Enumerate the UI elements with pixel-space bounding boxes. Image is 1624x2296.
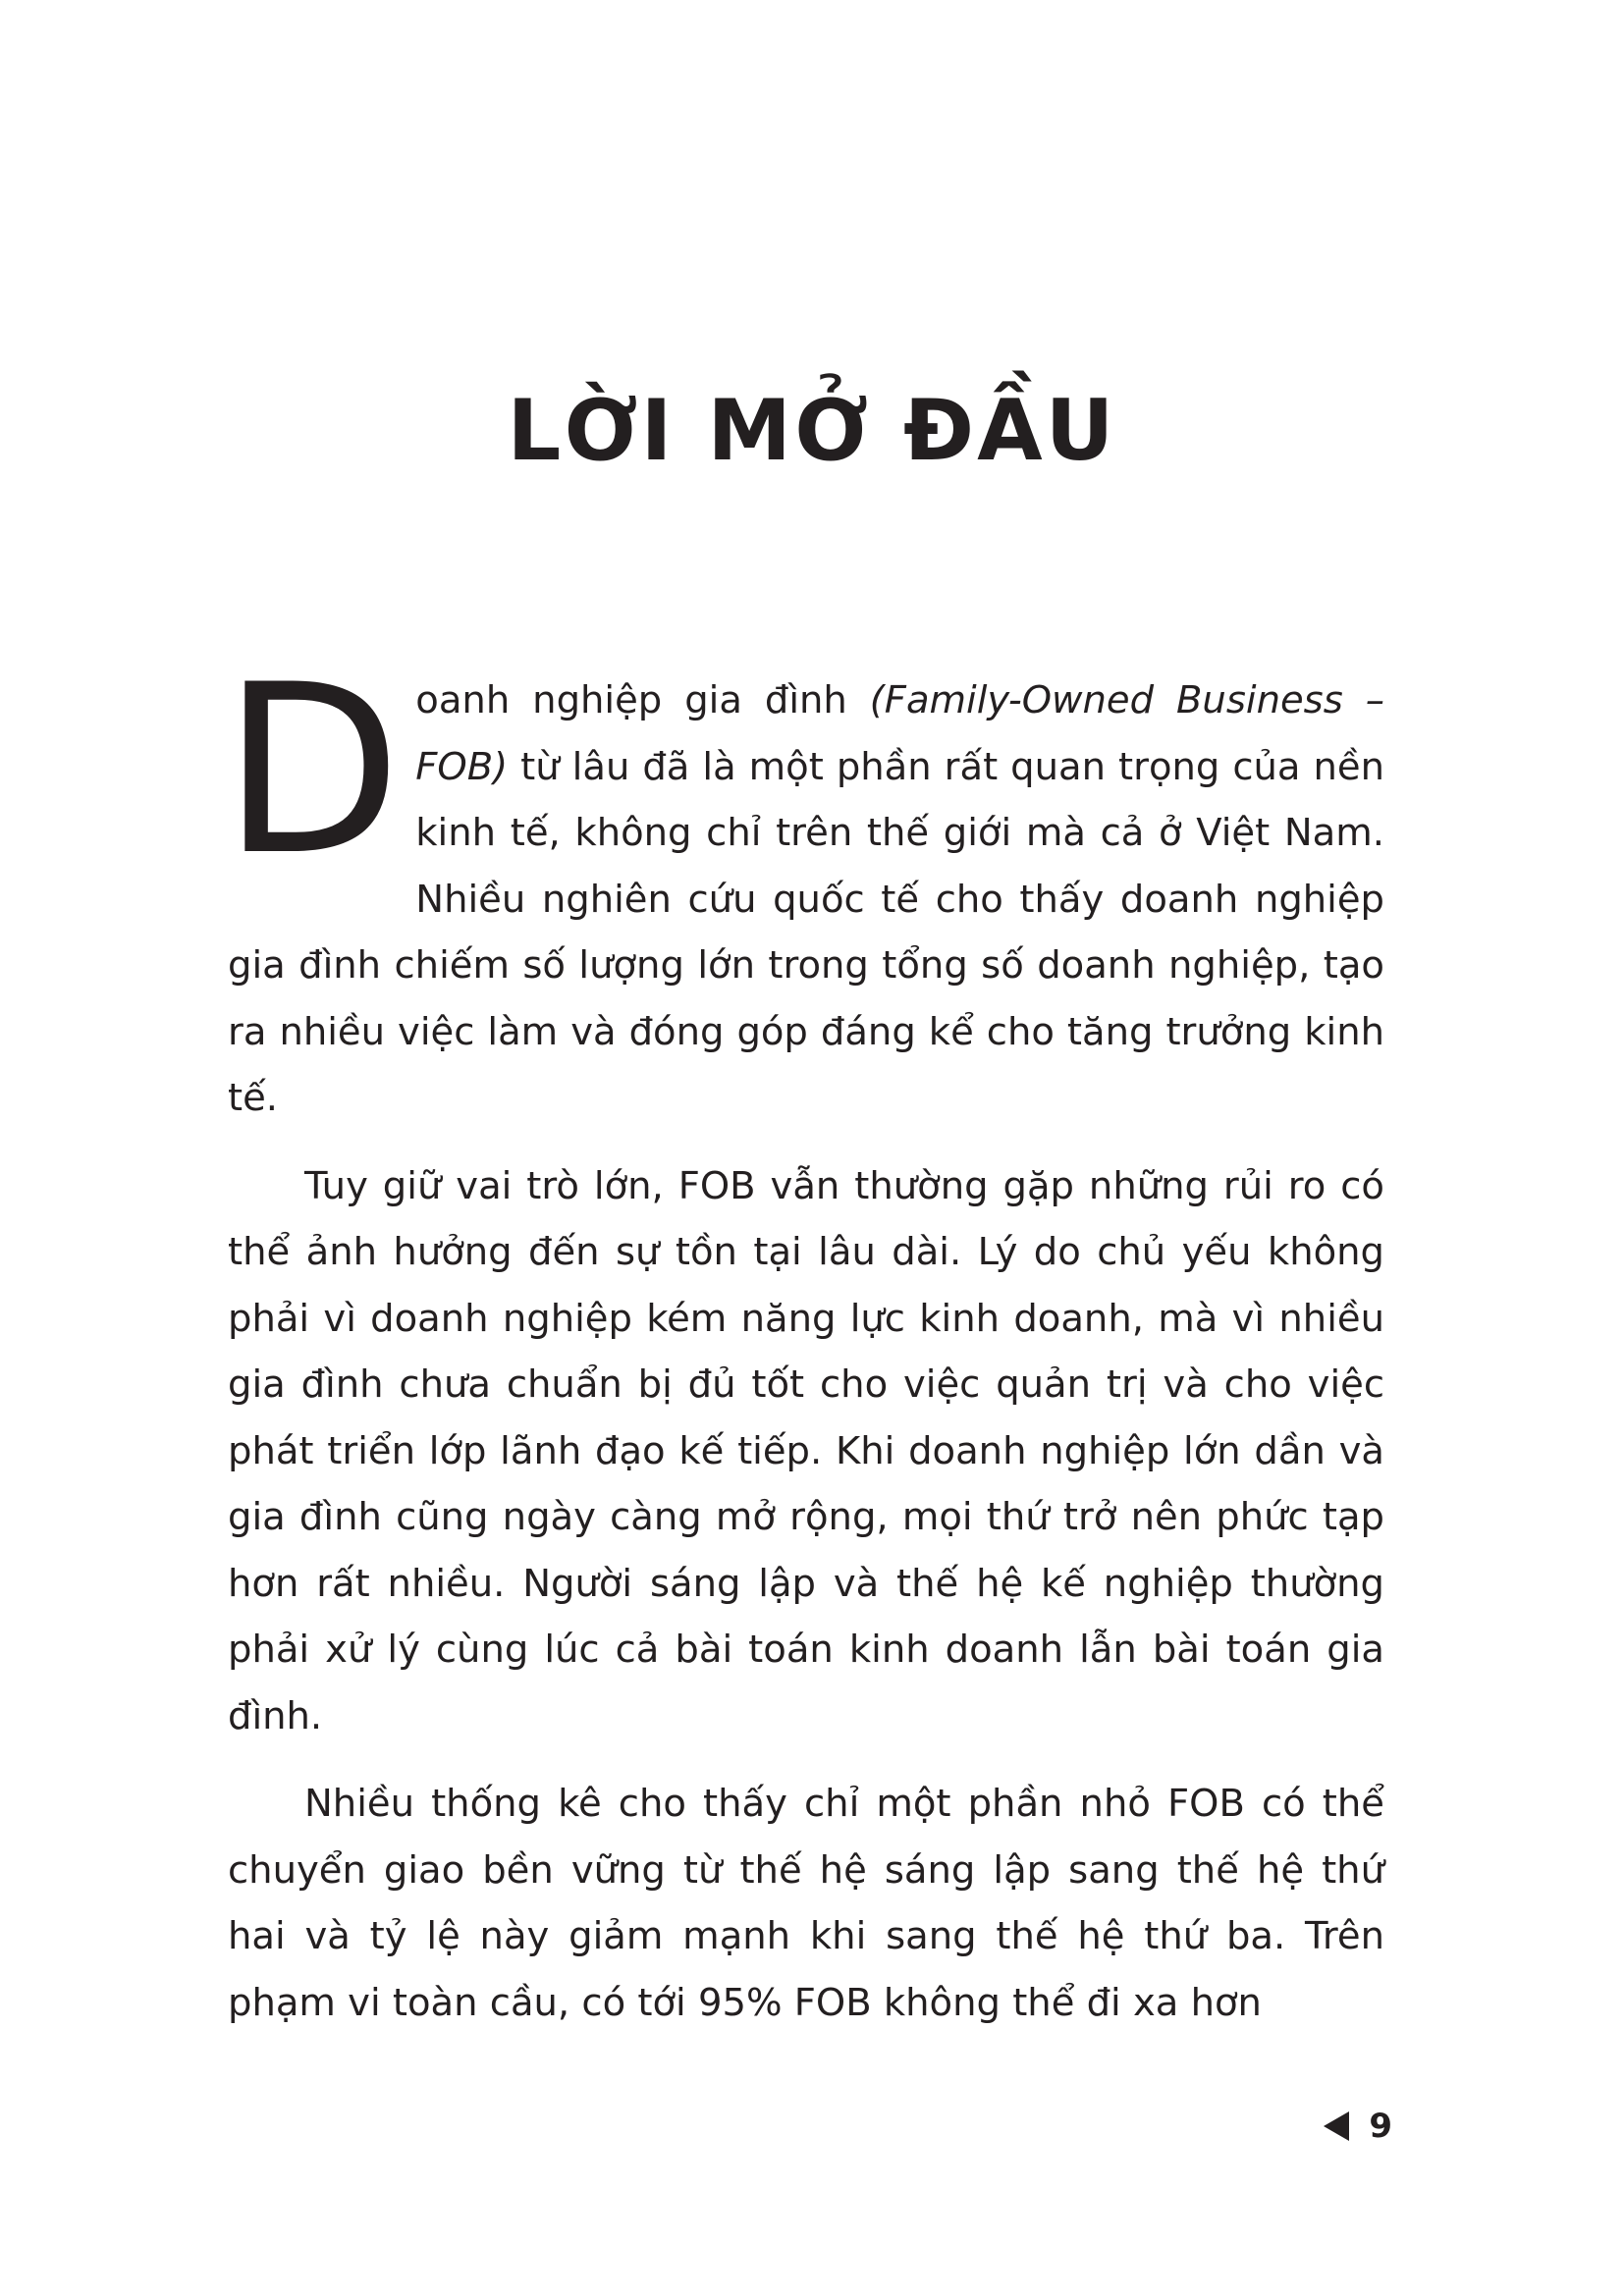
triangle-left-icon (1324, 2111, 1349, 2141)
page-footer (1304, 2107, 1392, 2146)
paragraph-1-text-b: từ lâu đã là một phần rất quan trọng của nền kinh tế, không chỉ trên thế giới mà cả ở Việt Nam. Nhiều nghiên cứu quốc tế cho thấy doanh nghiệp gia đình chiếm số lượng lớn trong tổng số doanh nghiệp, tạo ra nhiều việc làm và đóng góp đáng kể cho tăng trưởng kinh tế. (228, 744, 1384, 1120)
paragraph-3: Nhiều thống kê cho thấy chỉ một phần nhỏ FOB có thể chuyển giao bền vững từ thế hệ sáng lập sang thế hệ thứ hai và tỷ lệ này giảm mạnh khi sang thế hệ thứ ba. Trên phạm vi toàn cầu, có tới 95% FOB không thể đi xa hơn (228, 1782, 1384, 2025)
body-text (222, 635, 1384, 2057)
paragraph-1 (222, 635, 1384, 1132)
page-number: 9 (1369, 2107, 1392, 2146)
paragraph-2: Tuy giữ vai trò lớn, FOB vẫn thường gặp những rủi ro có thể ảnh hưởng đến sự tồn tại lâu dài. Lý do chủ yếu không phải vì doanh nghiệp kém năng lực kinh doanh, mà vì nhiều gia đình chưa chuẩn bị đủ tốt cho việc quản trị và cho việc phát triển lớp lãnh đạo kế tiếp. Khi doanh nghiệp lớn dần và gia đình cũng ngày càng mở rộng, mọi thứ trở nên phức tạp hơn rất nhiều. Người sáng lập và thế hệ kế nghiệp thường phải xử lý cùng lúc cả bài toán kinh doanh lẫn bài toán gia đình. (228, 1163, 1384, 1738)
chapter-title: LỜI MỞ ĐẦU (507, 381, 1117, 480)
paragraph-1-text-a: oanh nghiệp gia đình (415, 678, 870, 722)
paragraph-1-italic: (Family-Owned Business – FOB) (415, 678, 1384, 789)
drop-cap: D (222, 635, 403, 907)
